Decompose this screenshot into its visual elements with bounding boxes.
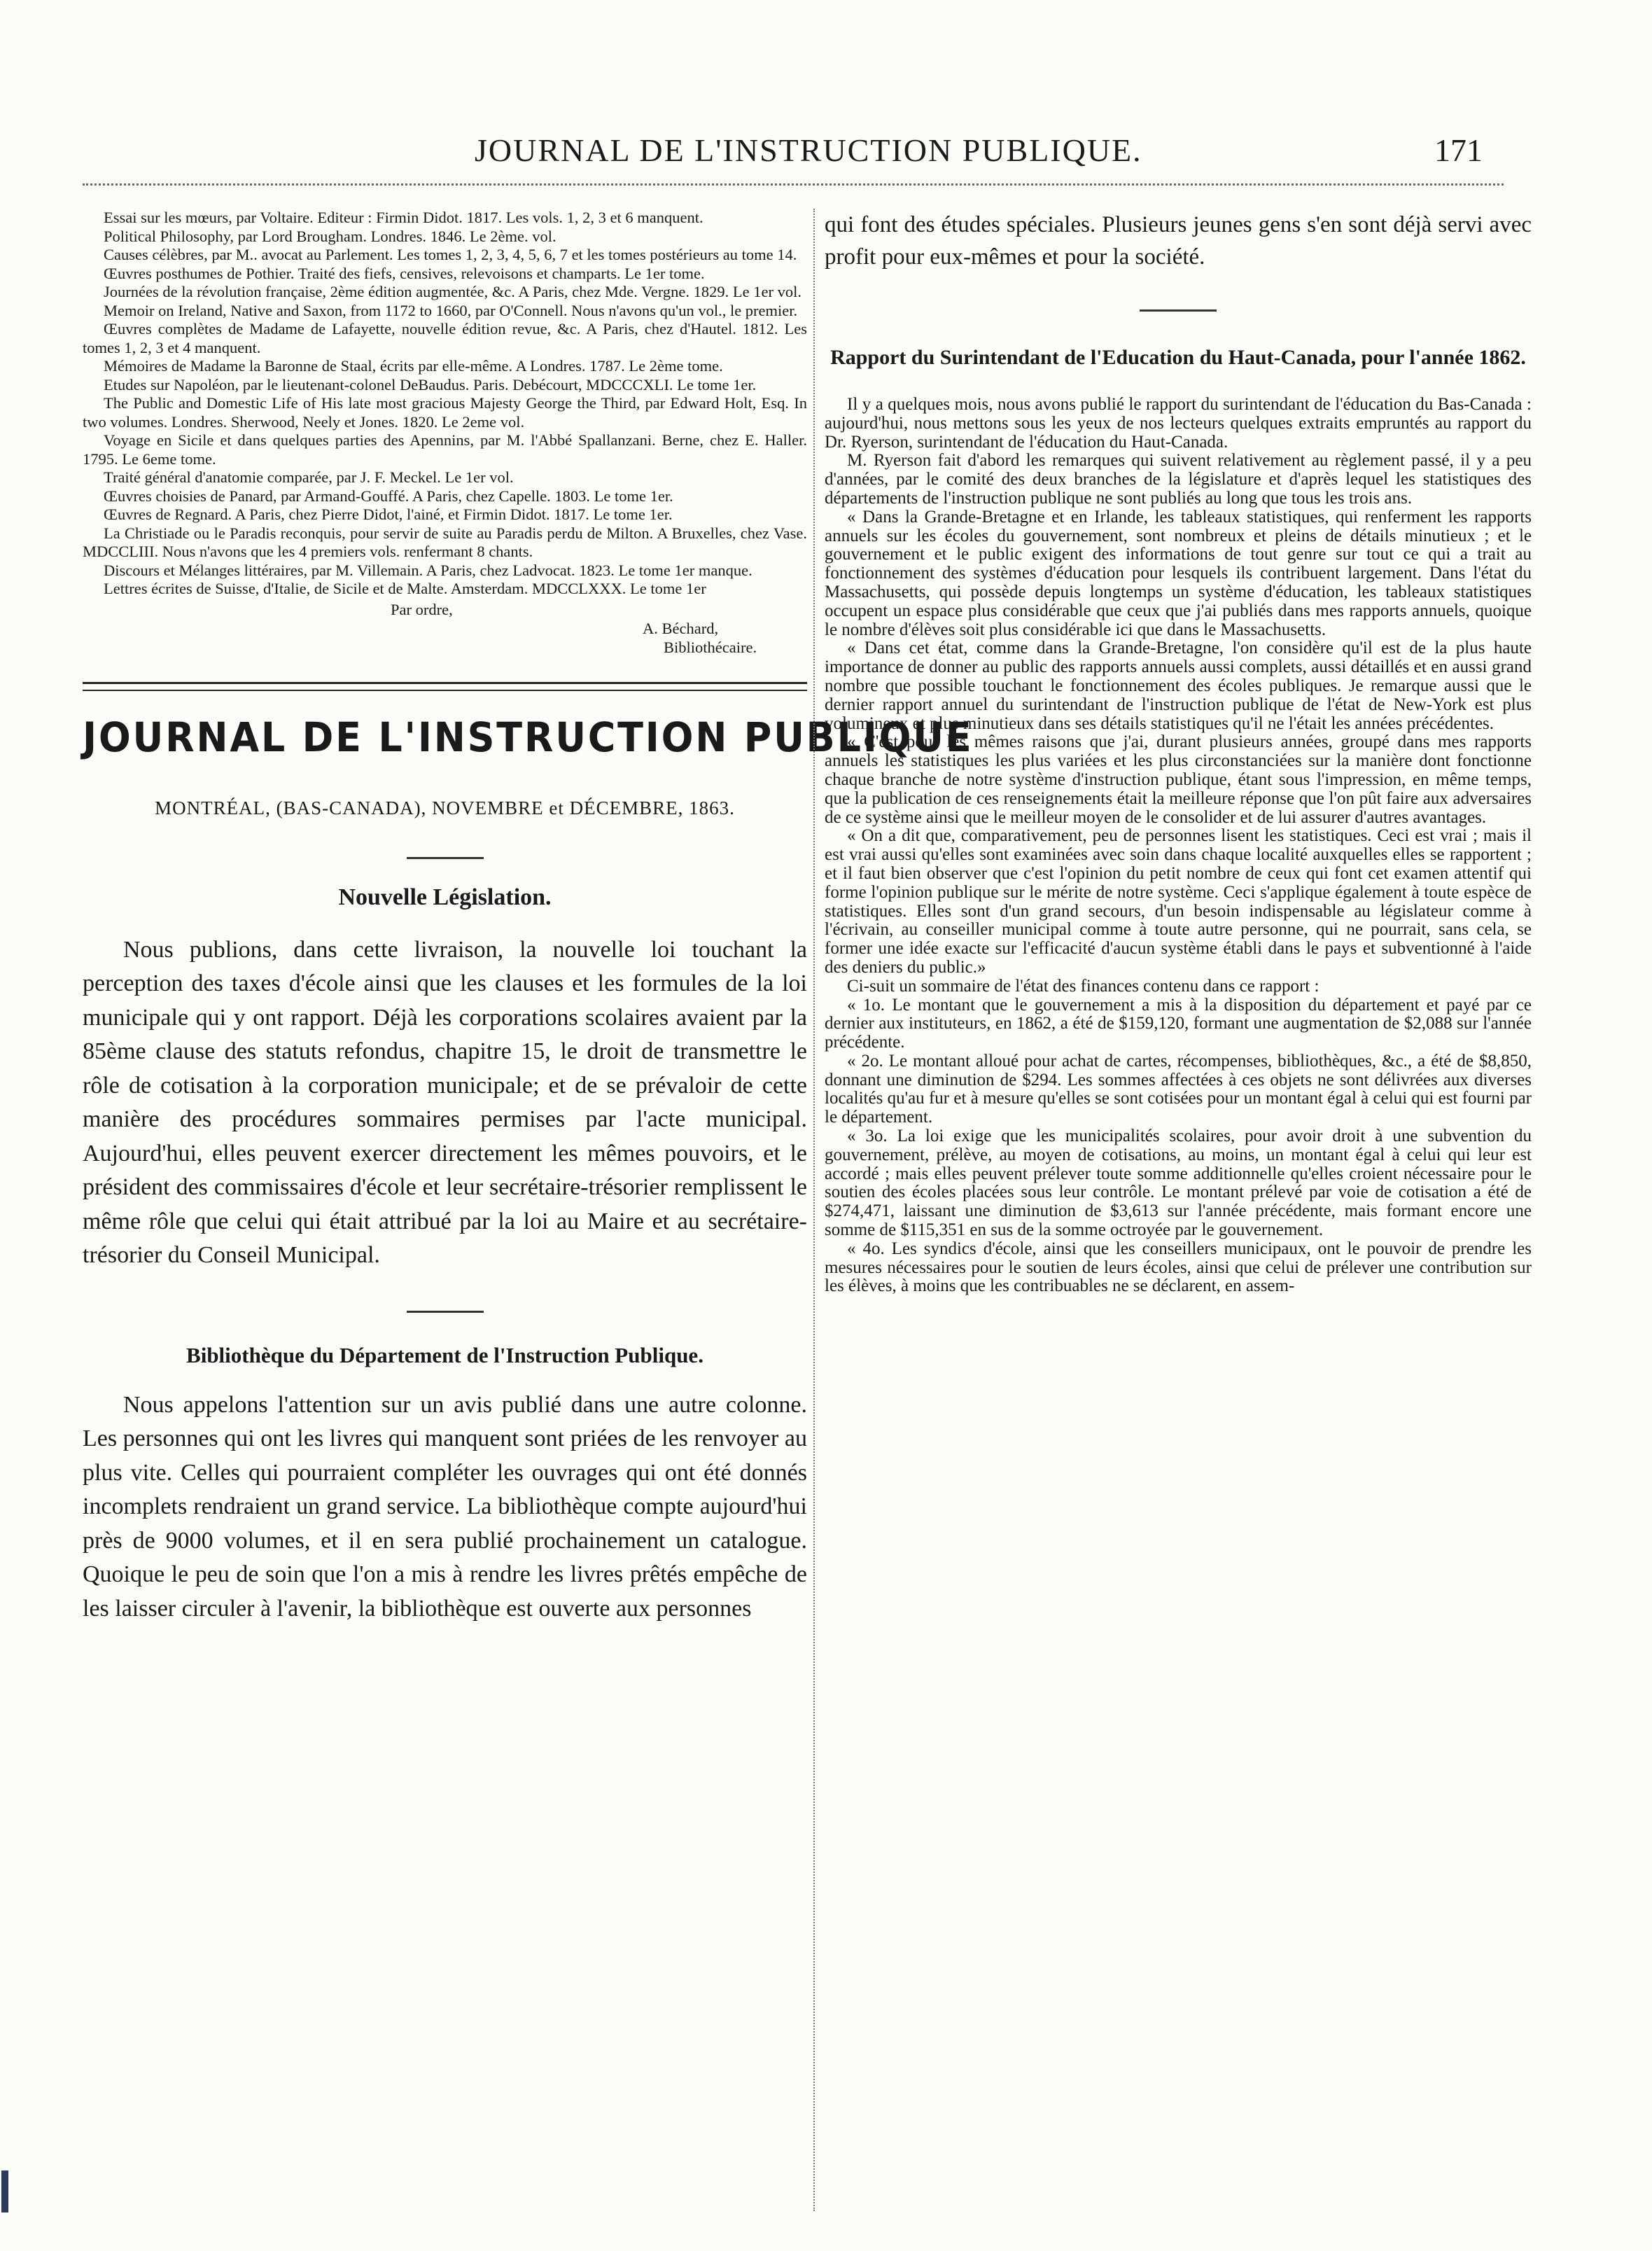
book-entry: Œuvres choisies de Panard, par Armand-Gouffé. A Paris, chez Capelle. 1803. Le tome 1er. <box>104 487 673 505</box>
section-divider <box>407 1311 484 1313</box>
running-head <box>83 132 1483 174</box>
section-heading-legislation: Nouvelle Législation. <box>338 884 552 910</box>
signature-role: Bibliothécaire. <box>664 638 757 656</box>
book-entry: Lettres écrites de Suisse, d'Italie, de Sicile et de Malte. Amsterdam. MDCCLXXX. Le tome 1er <box>104 580 706 597</box>
book-entry: Causes célèbres, par M.. avocat au Parlement. Les tomes 1, 2, 3, 4, 5, 6, 7 et les tomes postérieurs au tome 14. <box>104 246 797 263</box>
page-number: 171 <box>1434 132 1483 168</box>
article-paragraph: « On a dit que, comparativement, peu de personnes lisent les statistiques. Ceci est vrai ; mais il est vrai aussi qu'elles sont examinées avec soin dans chaque localité auxquelles elles se rapportent ; et il faut bien observer que c'est l'opinion du petit nombre de ceux qui font cet examen attentif qui forme l'opinion publique sur le mérite de notre système. Ceci s'applique également à toute espèce de statistiques. Elles sont d'un grand secours, d'un besoin indispensable au législateur comme à l'écrivain, au conseiller municipal comme à toute autre personne, qui ne pourrait, sans cela, se former une idée exacte sur l'efficacité d'aucun système établi dans le pays et subventionné à l'aide des deniers du public.» <box>825 826 1532 977</box>
article-paragraph: « 4o. Les syndics d'école, ainsi que les conseillers municipaux, ont le pouvoir de prendre les mesures nécessaires pour le soutien de leurs écoles, ainsi que celui de prélever une contribution sur les élèves, à moins que les contribuables ne se déclarent, en assem- <box>825 1239 1532 1296</box>
article-paragraph: Ci-suit un sommaire de l'état des finances contenu dans ce rapport : <box>847 976 1320 996</box>
book-entry: Etudes sur Napoléon, par le lieutenant-colonel DeBaudus. Paris. Debécourt, MDCCCXLI. Le tome 1er. <box>104 375 757 393</box>
section-heading-report: Rapport du Surintendant de l'Education du Haut-Canada, pour l'année 1862. <box>830 346 1526 369</box>
book-entry: Essai sur les mœurs, par Voltaire. Editeur : Firmin Didot. 1817. Les vols. 1, 2, 3 et 6 manquent. <box>104 209 704 226</box>
signature-order: Par ordre, <box>391 600 453 618</box>
book-entry: Mémoires de Madame la Baronne de Staal, écrits par elle-même. A Londres. 1787. Le 2ème tome. <box>104 357 723 375</box>
book-entry: Œuvres complètes de Madame de Lafayette, nouvelle édition revue, &c. A Paris, chez d'Hautel. 1812. Les tomes 1, 2, 3 et 4 manquent. <box>83 320 807 356</box>
column-divider <box>813 209 815 2211</box>
section-heading-library: Bibliothèque du Département de l'Instruction Publique. <box>186 1342 704 1367</box>
missing-books-list <box>83 209 807 599</box>
article-paragraph: Nous publions, dans cette livraison, la nouvelle loi touchant la perception des taxes d'école ainsi que les clauses et les formules de la loi municipale qui y ont rapport. Déjà les corporations scolaires avaient par la 85ème clause des statuts refondus, chapitre 15, le droit de transmettre le rôle de cotisation à la corporation municipale; et de se prévaloir de cette manière des procédures sommaires permises par l'acte municipal. Aujourd'hui, elles peuvent exercer directement les mêmes pouvoirs, et le président des commissaires d'école et leur secrétaire-trésorier remplissent le même rôle que celui qui était attribué par la loi au Maire et au secrétaire-trésorier du Conseil Municipal. <box>83 936 807 1268</box>
report-body <box>825 396 1532 1296</box>
book-entry: Discours et Mélanges littéraires, par M. Villemain. A Paris, chez Ladvocat. 1823. Le tome 1er manque. <box>104 561 752 579</box>
article-paragraph: « C'est pour les mêmes raisons que j'ai, durant plusieurs années, groupé dans mes rapports annuels les statistiques les plus variées et les plus circonstanciées sur la manière dont fonctionne chaque branche de notre système d'instruction publique, étant sous l'impression, en même temps, que la publication de ces renseignements était la meilleure réponse que l'on pût faire aux adversaires de ce système ainsi que le meilleur moyen de le consolider et de lui assurer d'autres avantages. <box>825 732 1532 827</box>
signature-block <box>83 600 807 657</box>
masthead-title: JOURNAL DE L'INSTRUCTION PUBLIQUE <box>83 713 974 761</box>
article-paragraph: « 2o. Le montant alloué pour achat de cartes, récompenses, bibliothèques, &c., a été de $8,850, donnant une diminution de $294. Les sommes affectées à ces objets ne sont délivrées aux diverses localités qu'au fur et à mesure qu'elles se sont cotisées pour un montant égal à celui qui est fourni par le département. <box>825 1051 1532 1127</box>
header-rule <box>83 183 1504 186</box>
book-entry: Journées de la révolution française, 2ème édition augmentée, &c. A Paris, chez Mde. Vergne. 1829. Le 1er vol. <box>104 283 802 300</box>
article-paragraph: Nous appelons l'attention sur un avis publié dans une autre colonne. Les personnes qui ont les livres qui manquent sont priées de les renvoyer au plus vite. Celles qui pourraient compléter les ouvrages qui ont été donnés incomplets rendraient un grand service. La bibliothèque compte aujourd'hui près de 9000 volumes, et il en sera publié prochainement un catalogue. Quoique le peu de soin que l'on a mis à rendre les livres prêtés empêche de les laisser circuler à l'avenir, la bibliothèque est ouverte aux personnes <box>83 1391 807 1622</box>
dateline: MONTRÉAL, (BAS-CANADA), NOVEMBRE et DÉCEMBRE, 1863. <box>155 797 735 818</box>
book-entry: Œuvres posthumes de Pothier. Traité des fiefs, censives, relevoisons et champarts. Le 1er tome. <box>104 264 705 282</box>
book-entry: Traité général d'anatomie comparée, par J. F. Meckel. Le 1er vol. <box>104 468 514 486</box>
left-column <box>83 209 974 2239</box>
scan-edge-mark <box>0 2170 10 2212</box>
book-entry: Memoir on Ireland, Native and Saxon, from 1172 to 1660, par O'Connell. Nous n'avons qu'un vol., le premier. <box>104 301 798 319</box>
article-paragraph: M. Ryerson fait d'abord les remarques qui suivent relativement au règlement passé, il y a peu d'années, par le comité des deux branches de la législature et d'après lequel les statistiques des départements de l'instruction publique ne sont publiés au long que tous les trois ans. <box>825 451 1532 508</box>
book-entry: Œuvres de Regnard. A Paris, chez Pierre Didot, l'ainé, et Firmin Didot. 1817. Le tome 1er. <box>104 506 673 523</box>
section-divider <box>407 857 484 859</box>
book-entry: Voyage en Sicile et dans quelques parties des Apennins, par M. l'Abbé Spallanzani. Berne, chez E. Haller. 1795. Le 6eme tome. <box>83 431 807 468</box>
book-entry: La Christiade ou le Paradis reconquis, pour servir de suite au Paradis perdu de Milton. A Bruxelles, chez Vase. MDCCLIII. Nous n'avons que les 4 premiers vols. renfermant 8 chants. <box>83 524 807 560</box>
book-entry: The Public and Domestic Life of His late most gracious Majesty George the Third, par Edward Holt, Esq. In two volumes. Londres. Sherwood, Neely et Jones. 1820. Le 2eme vol. <box>83 394 807 431</box>
signature-name: A. Béchard, <box>643 619 719 637</box>
right-column <box>825 209 1532 2239</box>
article-paragraph: « 1o. Le montant que le gouvernement a mis à la disposition du département et payé par ce dernier aux instituteurs, en 1862, a été de $159,120, formant une augmentation de $2,088 sur l'année précédente. <box>825 995 1532 1052</box>
article-paragraph: Il y a quelques mois, nous avons publié le rapport du surintendant de l'éducation du Bas-Canada : aujourd'hui, nous mettons sous les yeux de nos lecteurs quelques extraits empruntés au rapport du Dr. Ryerson, surintendant de l'éducation du Haut-Canada. <box>825 395 1532 452</box>
masthead-rule <box>83 682 807 691</box>
article-paragraph: « Dans la Grande-Bretagne et en Irlande, les tableaux statistiques, qui renferment les rapports annuels sur les écoles du gouvernement, sont nombreux et pleins de détails minutieux ; et le gouvernement et le public exigent des informations de tout genre sur tout ce qui a trait au fonctionnement des systèmes d'éducation pour lesquels ils contribuent largement. Dans l'état du Massachusetts, qui possède depuis longtemps un système d'éducation, les tableaux statistiques occupent un espace plus considérable que ceux que j'ai publiés dans mes rapports annuels, quoique le nombre d'élèves soit plus considérable ici que dans le Massachusetts. <box>825 507 1532 639</box>
article-paragraph: « 3o. La loi exige que les municipalités scolaires, pour avoir droit à une subvention du gouvernement, prélève, au moyen de cotisations, au moins, un montant égal à celui qui leur est accordé ; mais elles peuvent prélever toute somme additionnelle qu'elles croient nécessaire pour le soutien des écoles placées sous leur contrôle. Le montant prélevé par voie de cotisation a été de $274,471, laissant une diminution de $3,613 sur l'année précédente, mais formant encore une somme de $115,351 en sus de la somme octroyée par le gouvernement. <box>825 1127 1532 1240</box>
article-paragraph: « Dans cet état, comme dans la Grande-Bretagne, l'on considère qu'il est de la plus haute importance de donner au public des rapports annuels aussi complets, aussi détaillés et en aussi grand nombre que possible touchant le fonctionnement des écoles publiques. Je remarque aussi que le dernier rapport annuel du surintendant de l'instruction publique de l'état de New-York est plus volumineux et plus minutieux dans ses détails statistiques qu'il ne l'était les années précédentes. <box>825 639 1532 733</box>
book-entry: Political Philosophy, par Lord Brougham. Londres. 1846. Le 2ème. vol. <box>104 227 556 245</box>
running-title: JOURNAL DE L'INSTRUCTION PUBLIQUE. <box>475 132 1142 168</box>
section-divider <box>1140 309 1217 312</box>
article-continuation: qui font des études spéciales. Plusieurs jeunes gens s'en sont déjà servi avec profit pour eux-mêmes et pour la société. <box>825 212 1532 270</box>
